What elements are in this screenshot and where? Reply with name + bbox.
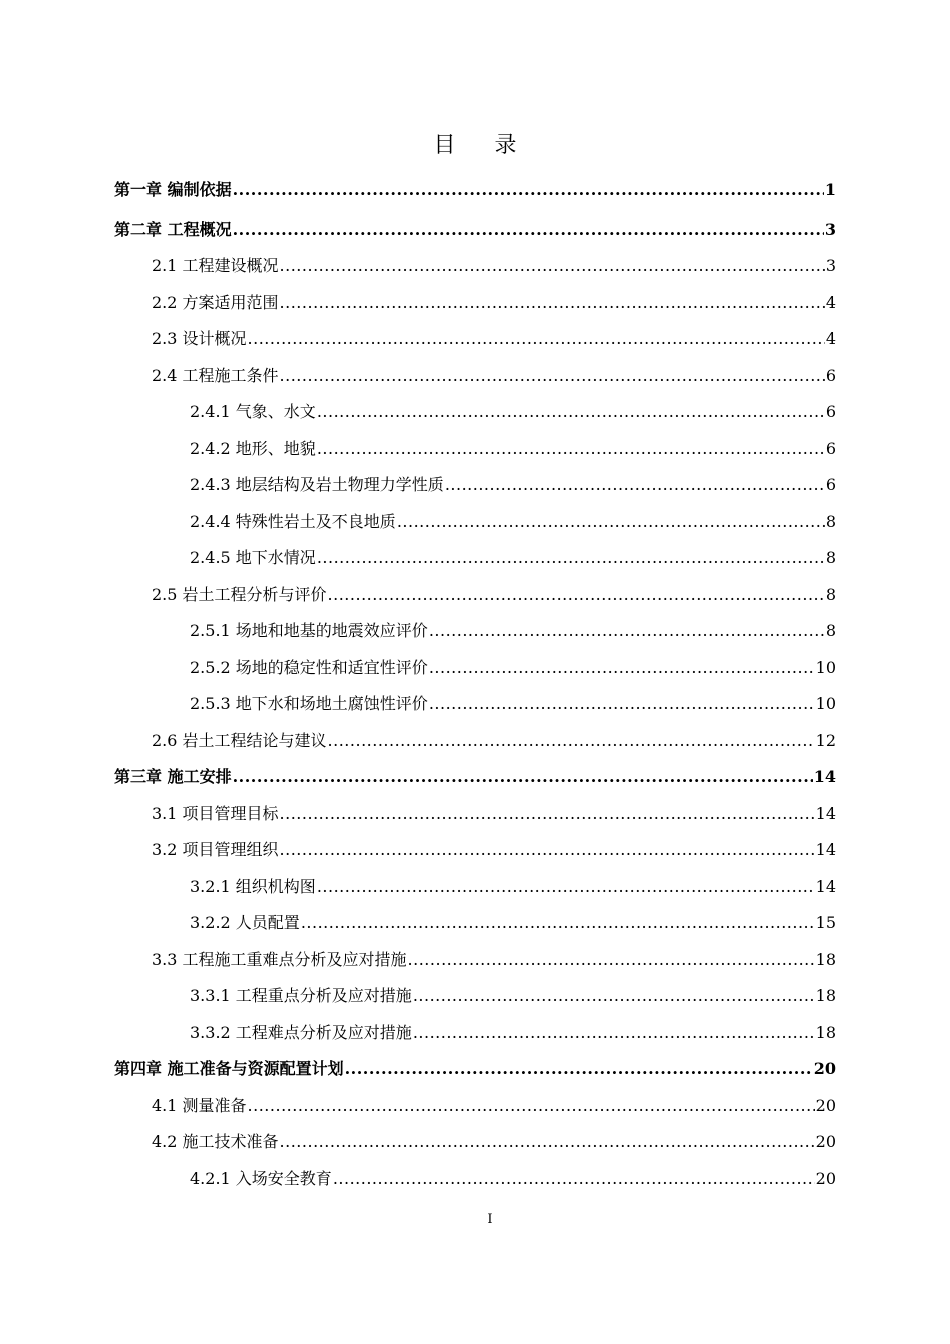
toc-entry-page: 15	[815, 913, 836, 932]
dot-leader	[280, 361, 825, 391]
toc-title: 目 录	[433, 133, 533, 158]
toc-entry-2-5[interactable]	[152, 580, 836, 610]
toc-entry-page: 6	[825, 366, 836, 385]
toc-entry-label: 4.2 施工技术准备	[152, 1132, 279, 1151]
page-number-footer: I	[487, 1212, 493, 1227]
toc-entry-page: 10	[815, 694, 836, 713]
dot-leader	[445, 470, 825, 500]
toc-entry-label: 3.1 项目管理目标	[152, 804, 279, 823]
toc-entry-chapter-3[interactable]	[114, 762, 836, 792]
toc-entry-page: 18	[815, 950, 836, 969]
toc-entry-label: 2.4.3 地层结构及岩土物理力学性质	[190, 475, 444, 494]
toc-entry-label: 3.2.1 组织机构图	[190, 877, 316, 896]
toc-entry-label: 2.5.2 场地的稳定性和适宜性评价	[190, 658, 428, 677]
toc-entry-2-5-1[interactable]	[190, 616, 836, 646]
toc-entry-page: 18	[815, 986, 836, 1005]
toc-entry-label: 2.4.4 特殊性岩土及不良地质	[190, 512, 396, 531]
toc-entry-label: 2.4.5 地下水情况	[190, 548, 316, 567]
dot-leader	[413, 981, 815, 1011]
toc-entry-page: 14	[813, 767, 836, 786]
dot-leader	[429, 616, 825, 646]
dot-leader	[248, 1091, 815, 1121]
toc-entry-2-4-3[interactable]	[190, 470, 836, 500]
toc-entry-2-5-3[interactable]	[190, 689, 836, 719]
toc-entry-2-1[interactable]	[152, 251, 836, 281]
toc-entry-label: 2.2 方案适用范围	[152, 293, 279, 312]
toc-entry-label: 2.6 岩土工程结论与建议	[152, 731, 327, 750]
dot-leader	[413, 1018, 815, 1048]
toc-entry-label: 3.2.2 人员配置	[190, 913, 300, 932]
toc-entry-3-3[interactable]	[152, 945, 836, 975]
toc-entry-page: 8	[825, 512, 836, 531]
dot-leader	[408, 945, 815, 975]
toc-entry-page: 6	[825, 439, 836, 458]
toc-entry-page: 10	[815, 658, 836, 677]
toc-entry-label: 第四章 施工准备与资源配置计划	[114, 1059, 344, 1078]
toc-entry-2-4-1[interactable]	[190, 397, 836, 427]
toc-entry-3-2[interactable]	[152, 835, 836, 865]
toc-entry-page: 8	[825, 621, 836, 640]
toc-entry-2-5-2[interactable]	[190, 653, 836, 683]
dot-leader	[233, 762, 813, 792]
toc-entry-page: 6	[825, 402, 836, 421]
toc-entry-label: 第三章 施工安排	[114, 767, 232, 786]
toc-entry-4-2-1[interactable]	[190, 1164, 836, 1194]
toc-entry-3-2-1[interactable]	[190, 872, 836, 902]
toc-entry-page: 6	[825, 475, 836, 494]
toc-entry-label: 2.5 岩土工程分析与评价	[152, 585, 327, 604]
toc-entry-page: 1	[824, 180, 836, 199]
toc-entry-2-4-5[interactable]	[190, 543, 836, 573]
toc-entry-2-3[interactable]	[152, 324, 836, 354]
toc-entry-page: 20	[813, 1059, 836, 1078]
dot-leader	[233, 215, 824, 245]
toc-entry-page: 8	[825, 585, 836, 604]
dot-leader	[317, 872, 815, 902]
toc-entry-page: 20	[815, 1132, 836, 1151]
toc-entry-page: 14	[815, 877, 836, 896]
toc-entry-label: 2.4 工程施工条件	[152, 366, 279, 385]
toc-entry-2-4-4[interactable]	[190, 507, 836, 537]
dot-leader	[301, 908, 815, 938]
dot-leader	[333, 1164, 815, 1194]
toc-entry-2-2[interactable]	[152, 288, 836, 318]
toc-entry-page: 3	[824, 220, 836, 239]
toc-entry-2-4-2[interactable]	[190, 434, 836, 464]
dot-leader	[317, 543, 825, 573]
dot-leader	[328, 726, 815, 756]
toc-entry-page: 20	[815, 1096, 836, 1115]
toc-entry-3-3-1[interactable]	[190, 981, 836, 1011]
toc-entry-label: 2.3 设计概况	[152, 329, 247, 348]
toc-entry-page: 14	[815, 840, 836, 859]
toc-entry-page: 20	[815, 1169, 836, 1188]
toc-entry-label: 2.1 工程建设概况	[152, 256, 279, 275]
toc-entry-label: 3.2 项目管理组织	[152, 840, 279, 859]
toc-entry-label: 2.4.2 地形、地貌	[190, 439, 316, 458]
toc-entry-label: 2.5.1 场地和地基的地震效应评价	[190, 621, 428, 640]
toc-entry-chapter-2[interactable]	[114, 215, 836, 245]
dot-leader	[317, 434, 825, 464]
dot-leader	[429, 653, 815, 683]
dot-leader	[280, 799, 815, 829]
dot-leader	[233, 175, 824, 205]
toc-entry-label: 第一章 编制依据	[114, 180, 232, 199]
dot-leader	[280, 1127, 815, 1157]
dot-leader	[280, 835, 815, 865]
toc-entry-3-3-2[interactable]	[190, 1018, 836, 1048]
toc-entry-3-1[interactable]	[152, 799, 836, 829]
toc-entry-label: 3.3.2 工程难点分析及应对措施	[190, 1023, 412, 1042]
toc-entry-page: 4	[825, 293, 836, 312]
toc-entry-2-6[interactable]	[152, 726, 836, 756]
toc-entry-page: 8	[825, 548, 836, 567]
toc-entry-page: 12	[815, 731, 836, 750]
dot-leader	[248, 324, 825, 354]
toc-entry-page: 3	[825, 256, 836, 275]
toc-entry-label: 2.4.1 气象、水文	[190, 402, 316, 421]
toc-entry-page: 4	[825, 329, 836, 348]
dot-leader	[280, 288, 825, 318]
toc-entry-label: 3.3.1 工程重点分析及应对措施	[190, 986, 412, 1005]
toc-entry-label: 4.1 测量准备	[152, 1096, 247, 1115]
dot-leader	[317, 397, 825, 427]
toc-entry-page: 18	[815, 1023, 836, 1042]
toc-entry-2-4[interactable]	[152, 361, 836, 391]
toc-entry-4-2[interactable]	[152, 1127, 836, 1157]
toc-entry-page: 14	[815, 804, 836, 823]
toc-entry-chapter-1[interactable]	[114, 175, 836, 205]
dot-leader	[345, 1054, 813, 1084]
dot-leader	[328, 580, 825, 610]
toc-entry-label: 3.3 工程施工重难点分析及应对措施	[152, 950, 407, 969]
toc-entry-label: 第二章 工程概况	[114, 220, 232, 239]
toc-entry-label: 4.2.1 入场安全教育	[190, 1169, 332, 1188]
toc-entry-chapter-4[interactable]	[114, 1054, 836, 1084]
toc-entry-3-2-2[interactable]	[190, 908, 836, 938]
dot-leader	[280, 251, 825, 281]
dot-leader	[429, 689, 815, 719]
toc-entry-4-1[interactable]	[152, 1091, 836, 1121]
toc-entry-label: 2.5.3 地下水和场地土腐蚀性评价	[190, 694, 428, 713]
dot-leader	[397, 507, 825, 537]
